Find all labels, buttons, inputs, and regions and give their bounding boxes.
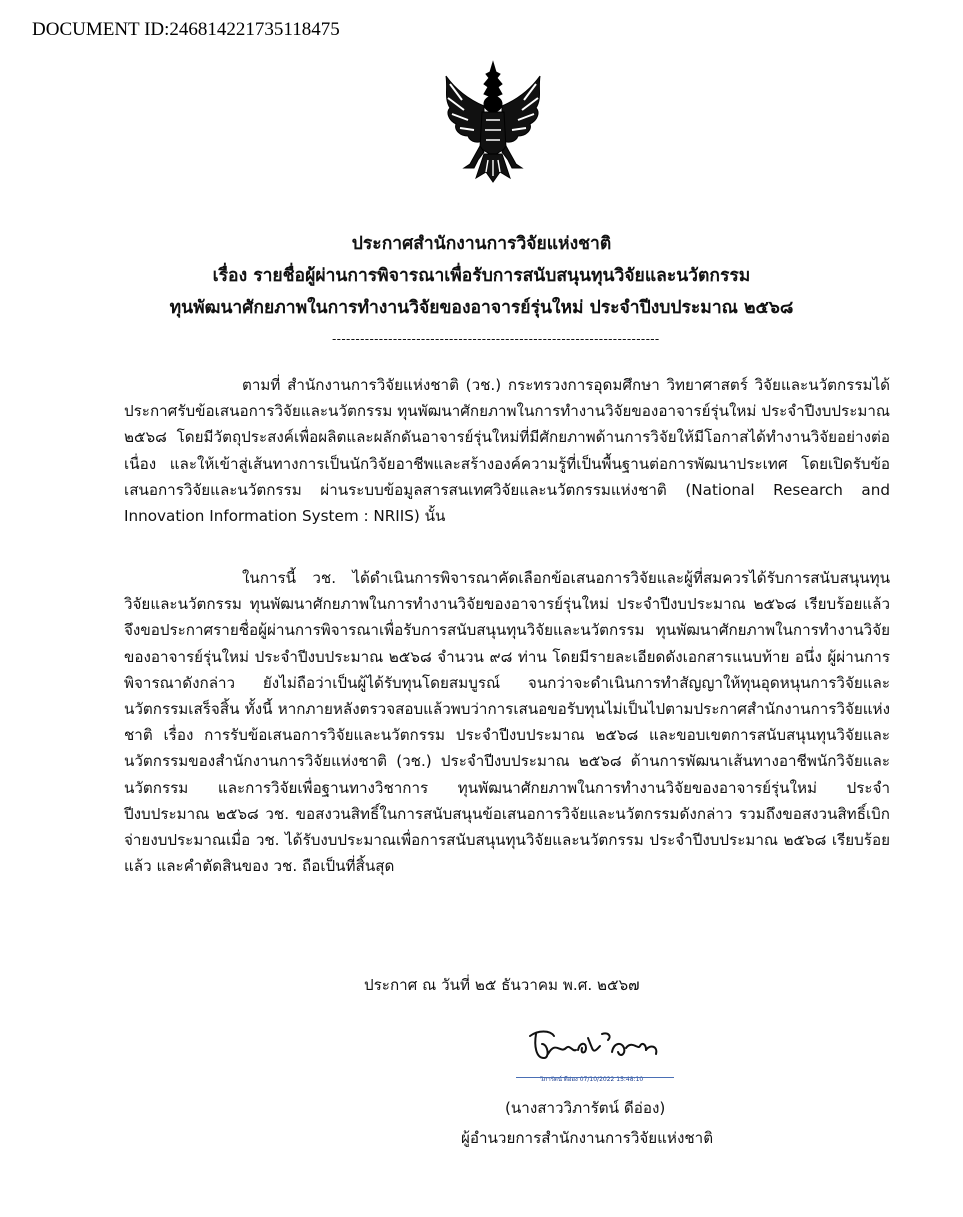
signatory-name: (นางสาววิภารัตน์ ดีอ่อง) [505, 1099, 666, 1117]
signature-line [516, 1077, 674, 1078]
body-paragraph: ตามที่ สำนักงานการวิจัยแห่งชาติ (วช.) กระทรวงการอุดมศึกษา วิทยาศาสตร์ วิจัยและนวัตกรรมได้ประกาศรับข้อเสนอการวิจัยและนวัตกรรม ทุนพัฒนาศักยภาพในการทำงานวิจัยของอาจารย์รุ่นใหม่ ประจำปีงบประมาณ ๒๕๖๘ โดยมีวัตถุประสงค์เพื่อผลิตและผลักดันอาจารย์รุ่นใหม่ที่มีศักยภาพด้านการวิจัยให้มีโอกาสได้ทำงานวิจัยอย่างต่อเนื่อง และให้เข้าสู่เส้นทางการเป็นนักวิจัยอาชีพและสร้างองค์ความรู้ที่เป็นพื้นฐานต่อการพัฒนาประเทศ โดยเปิดรับข้อเสนอการวิจัยและนวัตกรรม ผ่านระบบข้อมูลสารสนเทศวิจัยและนวัตกรรมแห่งชาติ (National Research and Innovation Information System : NRIIS) นั้น [124, 376, 890, 526]
body-paragraph: ในการนี้ วช. ได้ดำเนินการพิจารณาคัดเลือกข้อเสนอการวิจัยและผู้ที่สมควรได้รับการสนับสนุนทุนวิจัยและนวัตกรรม ทุนพัฒนาศักยภาพในการทำงานวิจัยของอาจารย์รุ่นใหม่ ประจำปีงบประมาณ ๒๕๖๘ เรียบร้อยแล้ว จึงขอประกาศรายชื่อผู้ผ่านการพิจารณาเพื่อรับการสนับสนุนทุนวิจัยและนวัตกรรม ทุนพัฒนาศักยภาพในการทำงานวิจัยของอาจารย์รุ่นใหม่ ประจำปีงบประมาณ ๒๕๖๘ จำนวน ๙๘ ท่าน โดยมีรายละเอียดดังเอกสารแนบท้าย อนึ่ง ผู้ผ่านการพิจารณาดังกล่าว ยังไม่ถือว่าเป็นผู้ได้รับทุนโดยสมบูรณ์ จนกว่าจะดำเนินการทำสัญญาให้ทุนอุดหนุนการวิจัยและนวัตกรรมเสร็จสิ้น ทั้งนี้ หากภายหลังตรวจสอบแล้วพบว่าการเสนอขอรับทุนไม่เป็นไปตามประกาศสำนักงานการวิจัยแห่งชาติ เรื่อง การรับข้อเสนอการวิจัยและนวัตกรรม ประจำปีงบประมาณ ๒๕๖๘ และขอบเขตการสนับสนุนทุนวิจัยและนวัตกรรมของสำนักงานการวิจัยแห่งชาติ (วช.) ประจำปีงบประมาณ ๒๕๖๘ ด้านการพัฒนาเส้นทางอาชีพนักวิจัยและนวัตกรรม และการวิจัยเพื่อฐานทางวิชาการ ทุนพัฒนาศักยภาพในการทำงานวิจัยของอาจารย์รุ่นใหม่ ประจำปีงบประมาณ ๒๕๖๘ วช. ขอสงวนสิทธิ์ในการสนับสนุนข้อเสนอการวิจัยและนวัตกรรมดังกล่าว รวมถึงขอสงวนสิทธิ์เบิกจ่ายงบประมาณเมื่อ วช. ได้รับงบประมาณเพื่อการสนับสนุนทุนวิจัยและนวัตกรรม ประจำปีงบประมาณ ๒๕๖๘ เรียบร้อยแล้ว และคำตัดสินของ วช. ถือเป็นที่สิ้นสุด [124, 569, 890, 876]
announcement-subject-detail: ทุนพัฒนาศักยภาพในการทำงานวิจัยของอาจารย์รุ่นใหม่ ประจำปีงบประมาณ ๒๕๖๘ [169, 298, 794, 318]
signatory-position: ผู้อำนวยการสำนักงานการวิจัยแห่งชาติ [461, 1129, 714, 1147]
announcement-subject: เรื่อง รายชื่อผู้ผ่านการพิจารณาเพื่อรับการสนับสนุนทุนวิจัยและนวัตกรรม [212, 266, 751, 286]
announcement-date: ประกาศ ณ วันที่ ๒๕ ธันวาคม พ.ศ. ๒๕๖๗ [364, 976, 640, 994]
separator-line: ---------------------------------------------------------------------- [332, 332, 660, 346]
handwritten-signature [528, 1024, 668, 1072]
signature-timestamp: วิภารัตน์ ดีอ่อง 07/10/2022 15:48:10 [540, 1076, 644, 1083]
announcement-title: ประกาศสำนักงานการวิจัยแห่งชาติ [351, 234, 612, 254]
document-id: DOCUMENT ID:246814221735118475 [32, 19, 340, 40]
garuda-emblem-icon [440, 60, 546, 184]
